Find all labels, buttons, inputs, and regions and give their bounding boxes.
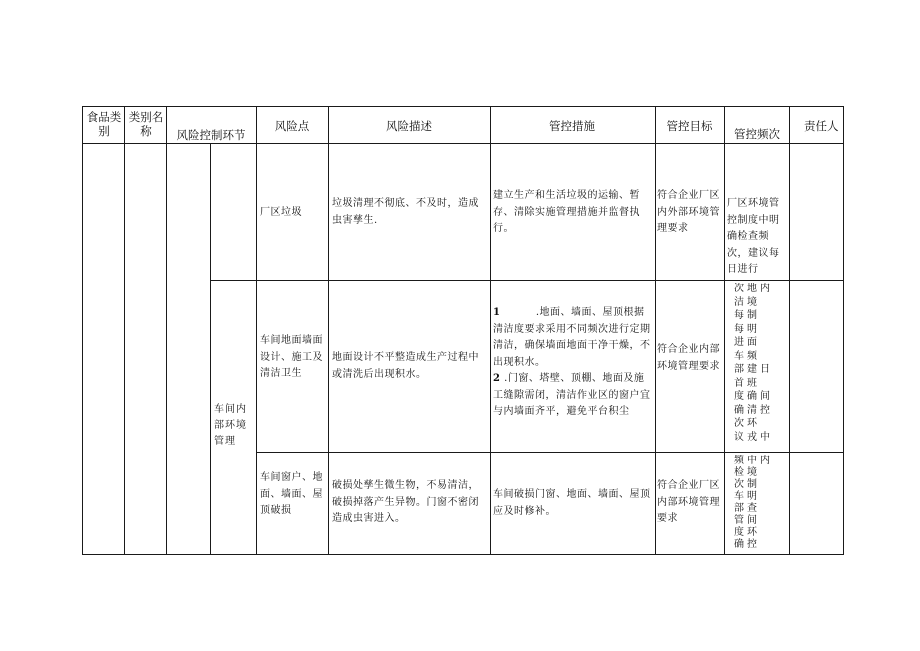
row3-control-freq-line-3: 次制 bbox=[734, 479, 760, 490]
row3-risk-point: 车间窗户、地面、墙面、屋顶破损 bbox=[260, 472, 323, 516]
col-line-9 bbox=[789, 106, 790, 555]
row2-control-freq-line-7: 部建日 bbox=[734, 364, 773, 375]
measure-item-1-text: .地面、墙面、屋顶根据清洁度要求采用不同频次进行定期清洁，确保墙面地面干净干燥，不出现积水。 bbox=[493, 307, 651, 368]
row2-risk-desc: 地面设计不平整造成生产过程中或清洗后出现积水。 bbox=[332, 352, 479, 380]
header-control-freq: 管控频次 bbox=[734, 127, 780, 141]
row2-risk-point: 车间地面墙面设计、施工及清洁卫生 bbox=[260, 335, 323, 379]
row3-control-freq-line-5: 部查 bbox=[734, 503, 760, 514]
row1-risk-desc: 垃圾清理不彻底、不及时，造成虫害孳生. bbox=[332, 198, 479, 226]
row3-control-goal: 符合企业厂区内部环境管理要求 bbox=[657, 480, 720, 524]
header-bottom-line bbox=[82, 143, 844, 144]
header-category-name: 类别名称 bbox=[128, 110, 164, 138]
table-border-bottom bbox=[82, 554, 844, 555]
row2-control-freq-line-9: 度确间 bbox=[734, 391, 773, 402]
measure-item-2-number: 2 bbox=[493, 373, 501, 384]
row1-bottom-line bbox=[210, 280, 844, 281]
header-food-category: 食品类别 bbox=[86, 110, 122, 138]
row3-control-freq-line-2: 检境 bbox=[734, 467, 760, 478]
col-line-2 bbox=[166, 106, 167, 555]
row1-control-goal: 符合企业厂区内外部环境管理要求 bbox=[657, 190, 720, 234]
header-risk-point: 风险点 bbox=[274, 119, 310, 133]
row2-control-freq bbox=[730, 283, 788, 451]
row1-control-freq: 厂区环境管控制度中明确检查频次，建议每日进行 bbox=[727, 198, 780, 275]
col-line-7 bbox=[655, 106, 656, 555]
row2-control-freq-line-10: 确清控 bbox=[734, 404, 773, 416]
col-line-5 bbox=[328, 106, 329, 555]
row2-control-freq-line-3: 每制 bbox=[734, 310, 760, 321]
row2-bottom-line bbox=[256, 452, 844, 453]
row1-risk-point: 厂区垃圾 bbox=[260, 207, 302, 218]
measure-item-1-number: 1 bbox=[493, 307, 501, 318]
col-line-6 bbox=[490, 106, 491, 555]
header-control-measure: 管控措施 bbox=[549, 119, 595, 133]
table-border-left bbox=[82, 106, 83, 555]
col-line-8 bbox=[724, 106, 725, 555]
row3-control-freq-line-1: 频中内 bbox=[734, 455, 773, 466]
row2-control-goal: 符合企业内部环境管理要求 bbox=[657, 344, 720, 372]
row3-control-freq-line-7: 度环 bbox=[734, 527, 760, 538]
row3-control-freq-line-6: 管间 bbox=[734, 515, 760, 526]
row3-control-freq bbox=[730, 455, 788, 553]
header-responsible: 责任人 bbox=[804, 119, 839, 133]
row2-control-freq-line-12: 议戎中 bbox=[734, 431, 773, 443]
row3-risk-desc: 破损处孳生微生物，不易清洁，破损掉落产生异物。门窗不密闭造成虫害进入。 bbox=[332, 480, 479, 524]
col-line-3 bbox=[210, 143, 211, 555]
row3-control-measure: 车间破损门窗、地面、墙面、屋顶应及时修补。 bbox=[493, 489, 651, 517]
row2-control-freq-line-11: 次环 bbox=[734, 418, 760, 429]
row2-control-freq-line-8: 首班 bbox=[734, 377, 760, 389]
table-border-right bbox=[843, 106, 844, 555]
measure-item-2-text: .门窗、塔壁、顶棚、地面及施工缝隙需闭，清洁作业区的窗户宜与内墙面齐平，避免平台积尘 bbox=[493, 373, 651, 417]
sub-link-label: 车间内部环境管理 bbox=[214, 404, 247, 447]
col-line-1 bbox=[124, 106, 125, 555]
table-border-top bbox=[82, 106, 844, 107]
row2-control-measure bbox=[493, 305, 653, 421]
row2-control-freq-line-2: 洁境 bbox=[734, 296, 760, 308]
header-risk-link: 风险控制环节 bbox=[176, 128, 246, 142]
header-risk-desc: 风险描述 bbox=[386, 119, 432, 133]
row2-control-freq-line-6: 车频 bbox=[734, 350, 760, 362]
col-line-4 bbox=[256, 106, 257, 555]
row1-control-measure: 建立生产和生活垃圾的运输、暂存、清除实施管理措施并监督执行。 bbox=[493, 190, 640, 234]
row3-control-freq-line-8: 确控 bbox=[734, 539, 760, 550]
row2-control-freq-line-4: 每明 bbox=[734, 323, 760, 335]
header-control-goal: 管控目标 bbox=[666, 119, 713, 133]
row2-control-freq-line-1: 次地内 bbox=[734, 283, 773, 294]
row2-control-freq-line-5: 进面 bbox=[734, 337, 760, 348]
row3-control-freq-line-4: 车明 bbox=[734, 491, 760, 502]
